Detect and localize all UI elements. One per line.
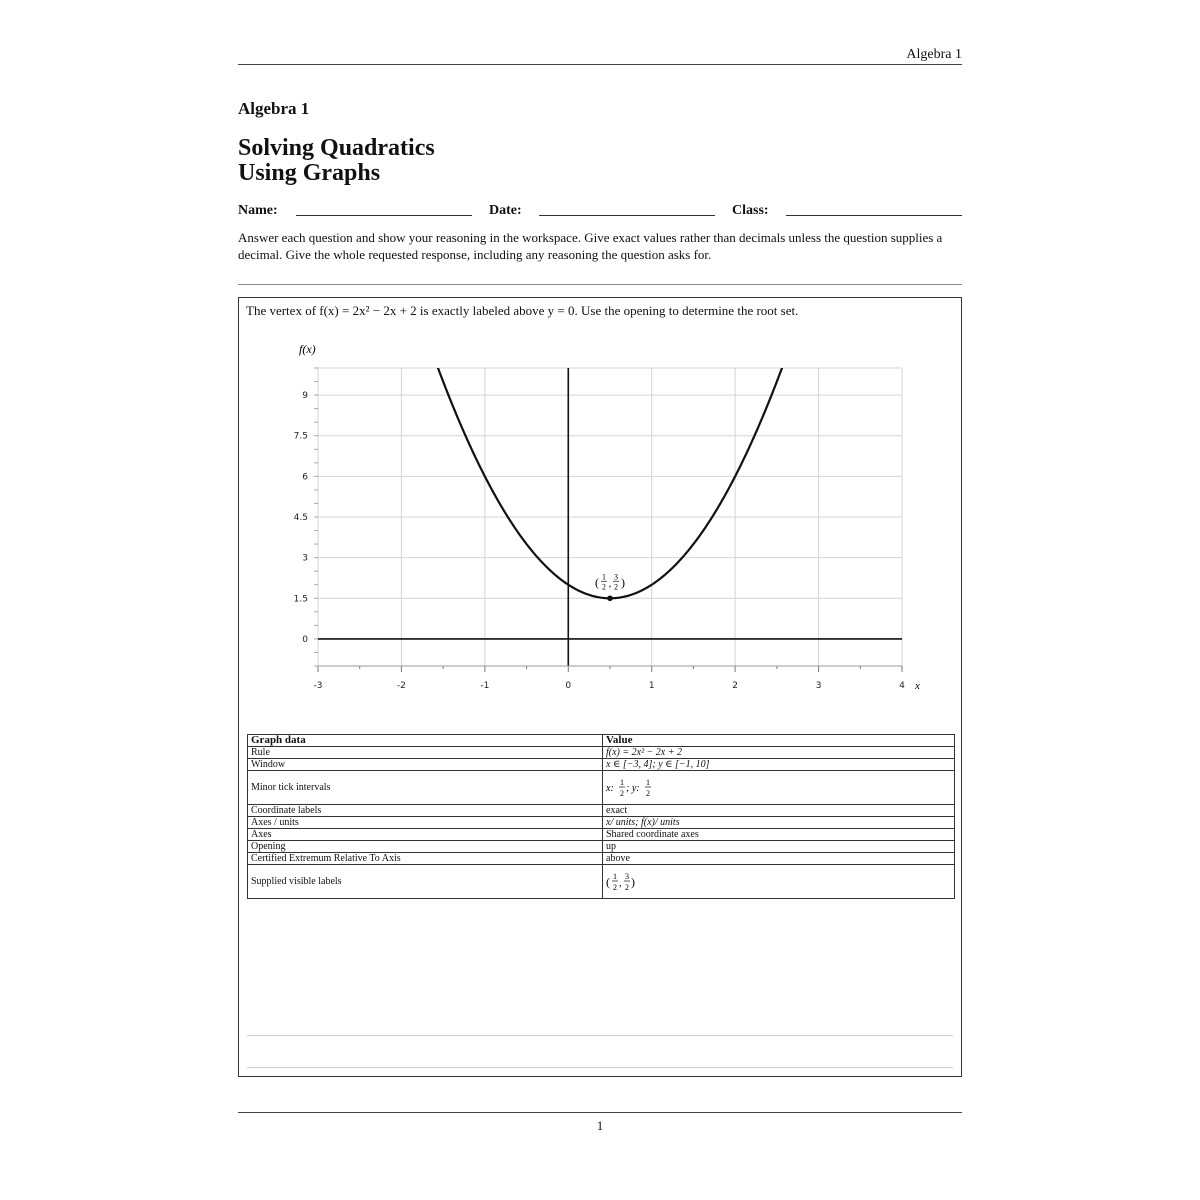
parabola-curve [318, 298, 902, 598]
title-line-2: Using Graphs [238, 160, 381, 186]
minor-x-den: 2 [620, 788, 624, 798]
x-tick-label: 0 [565, 681, 572, 691]
label-x-den: 2 [613, 882, 617, 892]
y-tick-label: 6 [302, 472, 308, 483]
y-tick-label: 1.5 [293, 594, 308, 605]
row-label: Minor tick intervals [248, 771, 603, 805]
y-axis-label: f(x) [299, 342, 316, 356]
question-prompt: The vertex of f(x) = 2x² − 2x + 2 is exactly labeled above y = 0. Use the opening to determine the root set. [246, 303, 799, 318]
row-label: Window [248, 759, 603, 771]
x-tick-label: 4 [899, 681, 905, 691]
x-tick-label: -2 [396, 681, 406, 691]
vertex-x-num: 1 [602, 572, 606, 582]
x-tick-label: -3 [313, 681, 323, 691]
minor-y-den: 2 [646, 788, 650, 798]
table-row [248, 817, 955, 829]
vertex-x-den: 2 [602, 582, 606, 592]
row-label: Coordinate labels [248, 805, 603, 817]
table-row [248, 841, 955, 853]
label-x-num: 1 [613, 871, 617, 881]
date-field[interactable] [539, 215, 715, 216]
table-row [248, 829, 955, 841]
x-tick-label: -1 [480, 681, 490, 691]
worksheet-title [238, 136, 435, 186]
paren-close: ) [621, 575, 625, 590]
row-label: Axes [248, 829, 603, 841]
svg-text:): ) [631, 874, 635, 889]
y-tick-label: 4.5 [293, 513, 308, 523]
question-box [238, 297, 962, 1077]
x-tick-label: 3 [815, 681, 822, 691]
table-row [248, 865, 955, 899]
course-heading: Algebra 1 [238, 99, 310, 118]
date-label: Date: [489, 203, 522, 218]
row-label: Certified Extremum Relative To Axis [248, 853, 603, 865]
table-header-left: Graph data [248, 735, 603, 747]
title-line-1: Solving Quadratics [238, 135, 435, 161]
table-header-row [248, 735, 955, 747]
svg-text:,: , [619, 877, 622, 889]
vertex-y-num: 3 [614, 572, 618, 582]
class-label: Class: [732, 203, 769, 218]
y-tick-label: 3 [302, 553, 308, 564]
header-rule [238, 64, 962, 65]
student-fields [238, 203, 962, 221]
row-label: Axes / units [248, 817, 603, 829]
label-y-den: 2 [625, 882, 629, 892]
row-label: Rule [248, 747, 603, 759]
running-head: Algebra 1 [906, 47, 962, 62]
row-value [603, 771, 955, 805]
label-y-num: 3 [625, 871, 629, 881]
svg-text:(: ( [606, 874, 610, 889]
x-tick-label: 1 [648, 681, 655, 691]
minor-x-label: x: [606, 782, 614, 794]
class-field[interactable] [786, 215, 962, 216]
row-label: Opening [248, 841, 603, 853]
parabola-graph [239, 298, 961, 728]
table-header-right: Value [603, 735, 955, 747]
section-rule [238, 284, 962, 285]
x-axis-label: x [915, 680, 920, 692]
table-row [248, 853, 955, 865]
row-value: exact [603, 805, 955, 817]
workspace-line [247, 1035, 953, 1036]
table-row [248, 771, 955, 805]
table-row [248, 759, 955, 771]
y-tick-label: 9 [302, 391, 308, 402]
y-tick-label: 7.5 [293, 431, 308, 442]
row-value: x/ units; f(x)/ units [603, 817, 955, 829]
x-tick-label: 2 [732, 681, 739, 691]
minor-y-num: 1 [646, 777, 650, 787]
row-value: f(x) = 2x² − 2x + 2 [603, 747, 955, 759]
row-value [603, 865, 955, 899]
page-number: 1 [596, 1118, 604, 1133]
row-value: Shared coordinate axes [603, 829, 955, 841]
paren-open: ( [595, 575, 599, 590]
minor-y-label: ; y: [626, 782, 640, 794]
comma: , [608, 578, 612, 590]
y-tick-label: 0 [302, 634, 308, 645]
minor-x-num: 1 [620, 777, 624, 787]
vertex-point [607, 595, 613, 601]
vertex-label-fraction [606, 871, 646, 893]
name-label: Name: [238, 203, 278, 218]
footer-rule [238, 1112, 962, 1113]
row-label: Supplied visible labels [248, 865, 603, 899]
table-row [248, 805, 955, 817]
minor-tick-fraction [606, 777, 666, 799]
vertex-y-den: 2 [614, 582, 618, 592]
row-value: above [603, 853, 955, 865]
graph-data-table [247, 734, 955, 899]
row-value: x ∈ [−3, 4]; y ∈ [−1, 10] [603, 759, 955, 771]
workspace-line [247, 1067, 953, 1068]
table-row [248, 747, 955, 759]
worksheet-page [238, 0, 962, 1200]
row-value: up [603, 841, 955, 853]
name-field[interactable] [296, 215, 472, 216]
instructions: Answer each question and show your reasoning in the workspace. Give exact values rather than decimals unless the question supplies a decimal. Give the whole requested response, including any reasoning the question asks for. [238, 230, 943, 262]
vertex-label [595, 572, 625, 591]
